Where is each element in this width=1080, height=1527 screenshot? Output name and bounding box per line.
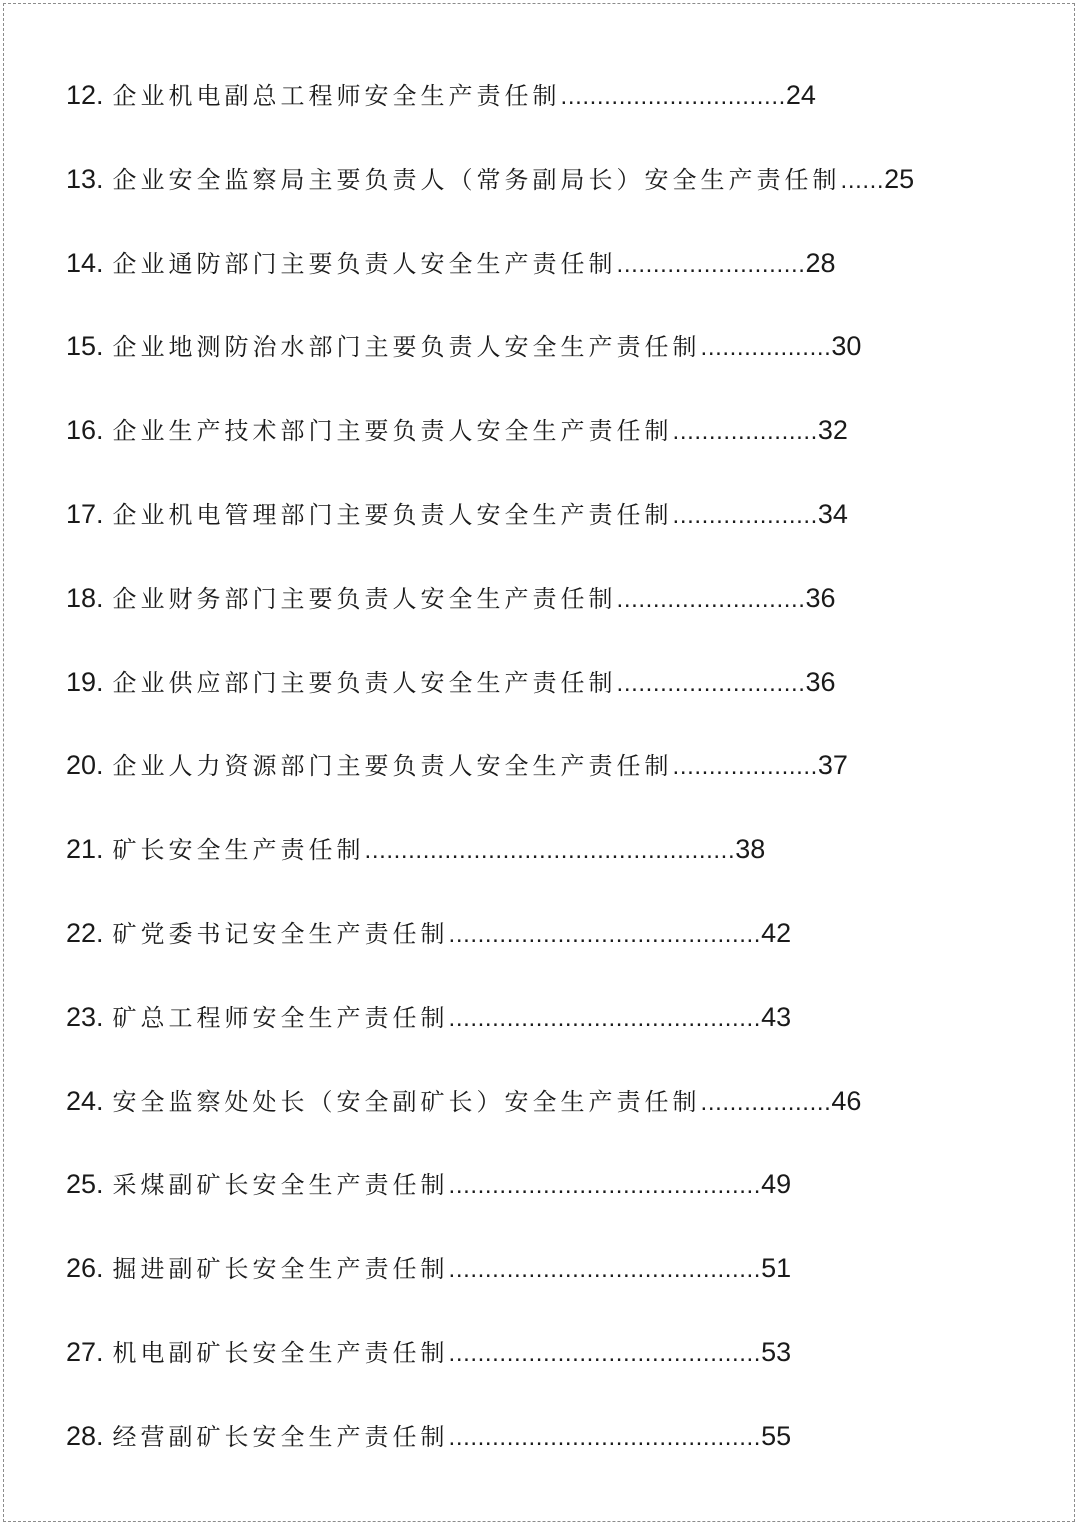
toc-entry-title: 企业安全监察局主要负责人（常务副局长）安全生产责任制 xyxy=(112,166,841,194)
toc-entry-page: 34 xyxy=(817,499,848,529)
toc-entry-number: 12. xyxy=(66,80,104,110)
toc-entry-number: 19. xyxy=(66,667,104,697)
toc-entry-page: 46 xyxy=(831,1086,862,1116)
toc-entry-leader: .................. xyxy=(700,334,832,361)
toc-entry-leader: .................. xyxy=(700,1089,832,1116)
toc-entry-title: 企业通防部门主要负责人安全生产责任制 xyxy=(112,250,617,278)
toc-entry[interactable] xyxy=(66,410,848,450)
toc-entry-number: 14. xyxy=(66,248,104,278)
toc-entry-leader: ........................................... xyxy=(448,1172,762,1199)
toc-entry-leader: ........................................... xyxy=(448,1424,762,1451)
toc-entry-title: 企业地测防治水部门主要负责人安全生产责任制 xyxy=(112,333,701,361)
toc-entry-number: 13. xyxy=(66,164,104,194)
toc-entry-title: 企业财务部门主要负责人安全生产责任制 xyxy=(112,585,617,613)
toc-entry-number: 20. xyxy=(66,750,104,780)
toc-entry[interactable] xyxy=(66,662,836,702)
toc-entry-leader: .......................... xyxy=(616,251,806,278)
toc-entry-number: 27. xyxy=(66,1337,104,1367)
toc-entry-page: 43 xyxy=(761,1002,792,1032)
toc-entry-leader: .......................... xyxy=(616,670,806,697)
toc-entry-page: 49 xyxy=(761,1169,792,1199)
toc-entry[interactable] xyxy=(66,745,848,785)
toc-entry-leader: .................... xyxy=(672,502,818,529)
toc-entry-page: 53 xyxy=(761,1337,792,1367)
toc-entry-page: 36 xyxy=(805,667,836,697)
toc-entry-title: 采煤副矿长安全生产责任制 xyxy=(112,1171,449,1199)
toc-entry-number: 16. xyxy=(66,415,104,445)
toc-entry-leader: ........................................... xyxy=(448,921,762,948)
toc-entry-page: 24 xyxy=(785,80,816,110)
toc-entry-page: 28 xyxy=(805,248,836,278)
toc-entry[interactable] xyxy=(66,494,848,534)
toc-entry-number: 21. xyxy=(66,834,104,864)
toc-entry-title: 企业机电副总工程师安全生产责任制 xyxy=(112,82,561,110)
toc-entry-leader: ........................................... xyxy=(448,1005,762,1032)
toc-entry[interactable] xyxy=(66,997,791,1037)
toc-entry-page: 38 xyxy=(735,834,766,864)
toc-entry-number: 23. xyxy=(66,1002,104,1032)
toc-entry-title: 矿长安全生产责任制 xyxy=(112,836,365,864)
toc-entry[interactable] xyxy=(66,243,836,283)
toc-entry-leader: ................................................... xyxy=(364,837,736,864)
toc-entry-leader: ........................................... xyxy=(448,1256,762,1283)
toc-entry-title: 机电副矿长安全生产责任制 xyxy=(112,1339,449,1367)
toc-entry-page: 25 xyxy=(884,164,915,194)
toc-entry-number: 28. xyxy=(66,1421,104,1451)
toc-entry-leader: .......................... xyxy=(616,586,806,613)
toc-entry-number: 25. xyxy=(66,1169,104,1199)
toc-entry[interactable] xyxy=(66,1416,791,1456)
toc-entry[interactable] xyxy=(66,159,914,199)
toc-entry[interactable] xyxy=(66,829,765,869)
toc-entry[interactable] xyxy=(66,913,791,953)
toc-entry-leader: ...... xyxy=(840,167,885,194)
toc-entry-page: 42 xyxy=(761,918,792,948)
toc-entry-number: 26. xyxy=(66,1253,104,1283)
toc-entry[interactable] xyxy=(66,75,816,115)
toc-entry-leader: ........................................... xyxy=(448,1340,762,1367)
toc-entry-title: 安全监察处处长（安全副矿长）安全生产责任制 xyxy=(112,1088,701,1116)
toc-entry[interactable] xyxy=(66,1332,791,1372)
toc-entry-title: 企业供应部门主要负责人安全生产责任制 xyxy=(112,669,617,697)
toc-entry-number: 18. xyxy=(66,583,104,613)
toc-entry-title: 掘进副矿长安全生产责任制 xyxy=(112,1255,449,1283)
toc-entry-number: 17. xyxy=(66,499,104,529)
toc-entry-title: 企业机电管理部门主要负责人安全生产责任制 xyxy=(112,501,673,529)
toc-entry-title: 企业人力资源部门主要负责人安全生产责任制 xyxy=(112,752,673,780)
toc-entry[interactable] xyxy=(66,1164,791,1204)
toc-entry-page: 30 xyxy=(831,331,862,361)
toc-entry-leader: ............................... xyxy=(560,83,786,110)
toc-entry-page: 32 xyxy=(817,415,848,445)
toc-entry-number: 15. xyxy=(66,331,104,361)
toc-entry[interactable] xyxy=(66,326,861,366)
toc-entry-page: 36 xyxy=(805,583,836,613)
toc-entry-title: 矿总工程师安全生产责任制 xyxy=(112,1004,449,1032)
toc-entry[interactable] xyxy=(66,578,836,618)
toc-entry[interactable] xyxy=(66,1248,791,1288)
toc-entry[interactable] xyxy=(66,1081,861,1121)
toc-entry-title: 矿党委书记安全生产责任制 xyxy=(112,920,449,948)
toc-entry-leader: .................... xyxy=(672,753,818,780)
toc-entry-page: 37 xyxy=(817,750,848,780)
toc-entry-page: 55 xyxy=(761,1421,792,1451)
toc-entry-title: 经营副矿长安全生产责任制 xyxy=(112,1423,449,1451)
toc-entry-leader: .................... xyxy=(672,418,818,445)
toc-entry-number: 24. xyxy=(66,1086,104,1116)
toc-entry-page: 51 xyxy=(761,1253,792,1283)
toc-entry-title: 企业生产技术部门主要负责人安全生产责任制 xyxy=(112,417,673,445)
toc-entry-number: 22. xyxy=(66,918,104,948)
